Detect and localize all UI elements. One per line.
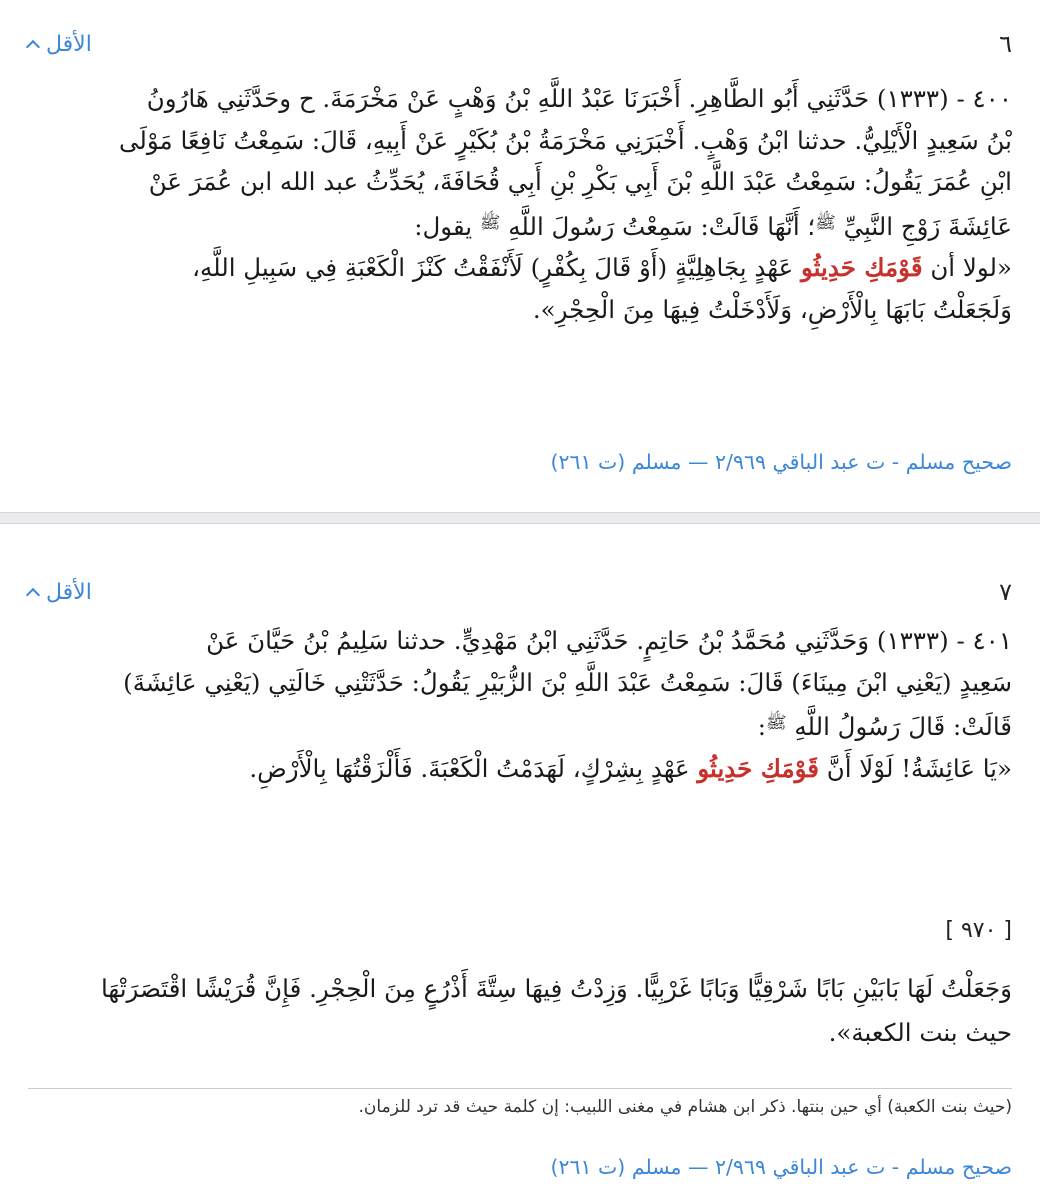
salutation-symbol: ﷺ: [766, 713, 787, 733]
footnote-divider: [28, 1088, 1012, 1089]
hadith-line: [28, 748, 1012, 790]
show-less-label: الأقل: [46, 579, 92, 605]
search-highlight: قَوْمَكِ حَدِيثُو: [697, 753, 819, 783]
hadith-line: ٤٠١ - (١٣٣٣) وَحَدَّثَنِي مُحَمَّدُ بْنُ حَاتِمٍ. حَدَّثَنِي ابْنُ مَهْدِيٍّ. حدثنا سَلِيمُ بْنُ حَيَّانَ عَنْ: [206, 626, 1012, 655]
hadith-line: بْنُ سَعِيدٍ الْأَيْلِيُّ. حدثنا ابْنُ وَهْبٍ. أَخْبَرَنِي مَخْرَمَةُ بْنُ بُكَيْرٍ عَنْ أَبِيهِ، قَالَ: سَمِعْتُ نَافِعًا مَوْلَى: [119, 125, 1012, 155]
text-segment: يقول:: [414, 211, 480, 241]
hadith-text: [28, 620, 1012, 789]
source-link[interactable]: صحيح مسلم - ت عبد الباقي ٢/٩٦٩ — مسلم (ت ٢٦١): [550, 450, 1012, 474]
text-segment: «لولا أن: [922, 253, 1012, 282]
page-marker: [ ٩٧٠ ]: [945, 918, 1012, 943]
card-header: [28, 572, 1012, 612]
hadith-card-400: [0, 0, 1040, 512]
result-number: ٦: [999, 30, 1012, 58]
card-separator: [0, 512, 1040, 524]
result-number: ٧: [999, 578, 1012, 606]
hadith-line: [28, 247, 1012, 289]
hadith-line: ابْنِ عُمَرَ يَقُولُ: سَمِعْتُ عَبْدَ اللَّهِ بْنَ أَبِي بَكْرِ بْنِ أَبِي قُحَافَةَ، يُحَدِّثُ عبد الله ابن عُمَرَ عَنْ: [148, 167, 1012, 196]
footnote: (حيث بنت الكعبة) أي حين بنتها. ذكر ابن هشام في مغنى اللبيب: إن كلمة حيث قد ترد للزمان.: [358, 1097, 1012, 1117]
hadith-line: سَعِيدٍ (يَعْنِي ابْنَ مِينَاءَ) قَالَ: سَمِعْتُ عَبْدَ اللَّهِ بْنَ الزُّبَيْرِ يَقُولُ: حَدَّثَتْنِي خَالَتِي (يَعْنِي عَائِشَةَ): [123, 667, 1012, 697]
card-header: [28, 24, 1012, 64]
hadith-line: [28, 703, 1012, 748]
text-segment: عَهْدٍ بِشِرْكٍ، لَهَدَمْتُ الْكَعْبَةَ. فَأَلْزَقْتُهَا بِالْأَرْضِ.: [249, 753, 698, 783]
hadith-line: ٤٠٠ - (١٣٣٣) حَدَّثَنِي أَبُو الطَّاهِرِ. أَخْبَرَنَا عَبْدُ اللَّهِ بْنُ وَهْبٍ عَنْ مَخْرَمَةَ. ح وحَدَّثَنِي هَارُونُ: [146, 84, 1012, 113]
salutation-symbol: ﷺ: [479, 212, 501, 233]
text-segment: عَهْدٍ بِجَاهِلِيَّةٍ (أَوْ قَالَ بِكُفْرٍ) لَأَنْفَقْتُ كَنْزَ الْكَعْبَةِ فِي سَبِيلِ اللَّهِ،: [192, 253, 801, 282]
text-segment: قَالَتْ: قَالَ رَسُولُ اللَّهِ: [786, 712, 1012, 741]
salutation-symbol: ﷺ: [815, 212, 836, 233]
hadith-line: [28, 203, 1012, 248]
hadith-line: وَلَجَعَلْتُ بَابَهَا بِالْأَرْضِ، وَلَأَدْخَلْتُ فِيهَا مِنَ الْحِجْرِ».: [532, 294, 1012, 324]
hadith-text: [28, 78, 1012, 330]
search-highlight: قَوْمَكِ حَدِيثُو: [800, 253, 923, 282]
text-segment: :: [757, 712, 767, 741]
text-segment: «يَا عَائِشَةُ! لَوْلَا أَنَّ: [818, 753, 1012, 783]
hadith-line: حيث بنت الكعبة».: [828, 1018, 1012, 1047]
chevron-up-icon: [26, 40, 40, 54]
show-less-label: الأقل: [46, 31, 92, 57]
hadith-line: وَجَعَلْتُ لَهَا بَابَيْنِ بَابًا شَرْقِيًّا وَبَابًا غَرْبِيًّا. وَزِدْتُ فِيهَا سِتَّةَ أَذْرُعٍ مِنَ الْحِجْرِ. فَإِنَّ قُرَيْشًا اقْتَصَرَتْهَا: [100, 974, 1012, 1003]
chevron-up-icon: [26, 588, 40, 602]
show-less-toggle[interactable]: [28, 32, 92, 57]
text-segment: ؛ أَنَّهَا قَالَتْ: سَمِعْتُ رَسُولَ اللَّهِ: [500, 211, 816, 241]
text-segment: عَائِشَةَ زَوْجِ النَّبِيِّ: [835, 211, 1012, 241]
hadith-continuation: [28, 967, 1012, 1055]
source-link[interactable]: صحيح مسلم - ت عبد الباقي ٢/٩٦٩ — مسلم (ت ٢٦١): [550, 1155, 1012, 1179]
show-less-toggle[interactable]: [28, 580, 92, 605]
